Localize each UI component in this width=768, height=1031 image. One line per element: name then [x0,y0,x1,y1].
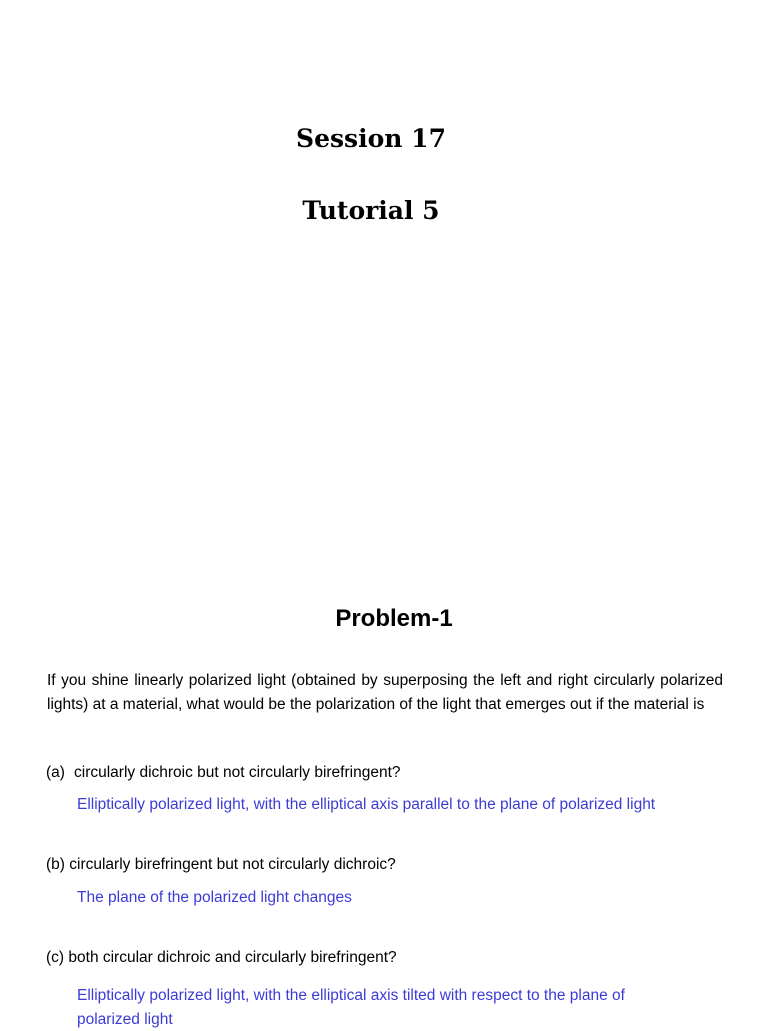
question-b-text: circularly birefringent but not circularly dichroic? [69,856,396,873]
question-c-text: both circular dichroic and circularly birefringent? [68,949,397,966]
problem-intro: If you shine linearly polarized light (obtained by superposing the left and right circularly polarized lights) at a material, what would be the polarization of the light that emerges out if the material is [47,672,723,713]
answer-a: Elliptically polarized light, with the elliptical axis parallel to the plane of polarized light [77,796,656,813]
answer-c: Elliptically polarized light, with the elliptical axis tilted with respect to the plane of polarized light [77,987,625,1028]
question-c [46,946,397,970]
question-b-label: (b) [46,856,65,873]
question-c-label: (c) [46,949,65,966]
question-b [46,853,396,877]
tutorial-title: Tutorial 5 [302,196,440,225]
question-a-label: (a) [46,764,65,781]
question-a-text: circularly dichroic but not circularly birefringent? [74,764,401,781]
answer-b: The plane of the polarized light changes [77,889,352,906]
session-title: Session 17 [296,124,446,153]
question-a [46,761,401,785]
problem-heading: Problem-1 [335,605,453,632]
